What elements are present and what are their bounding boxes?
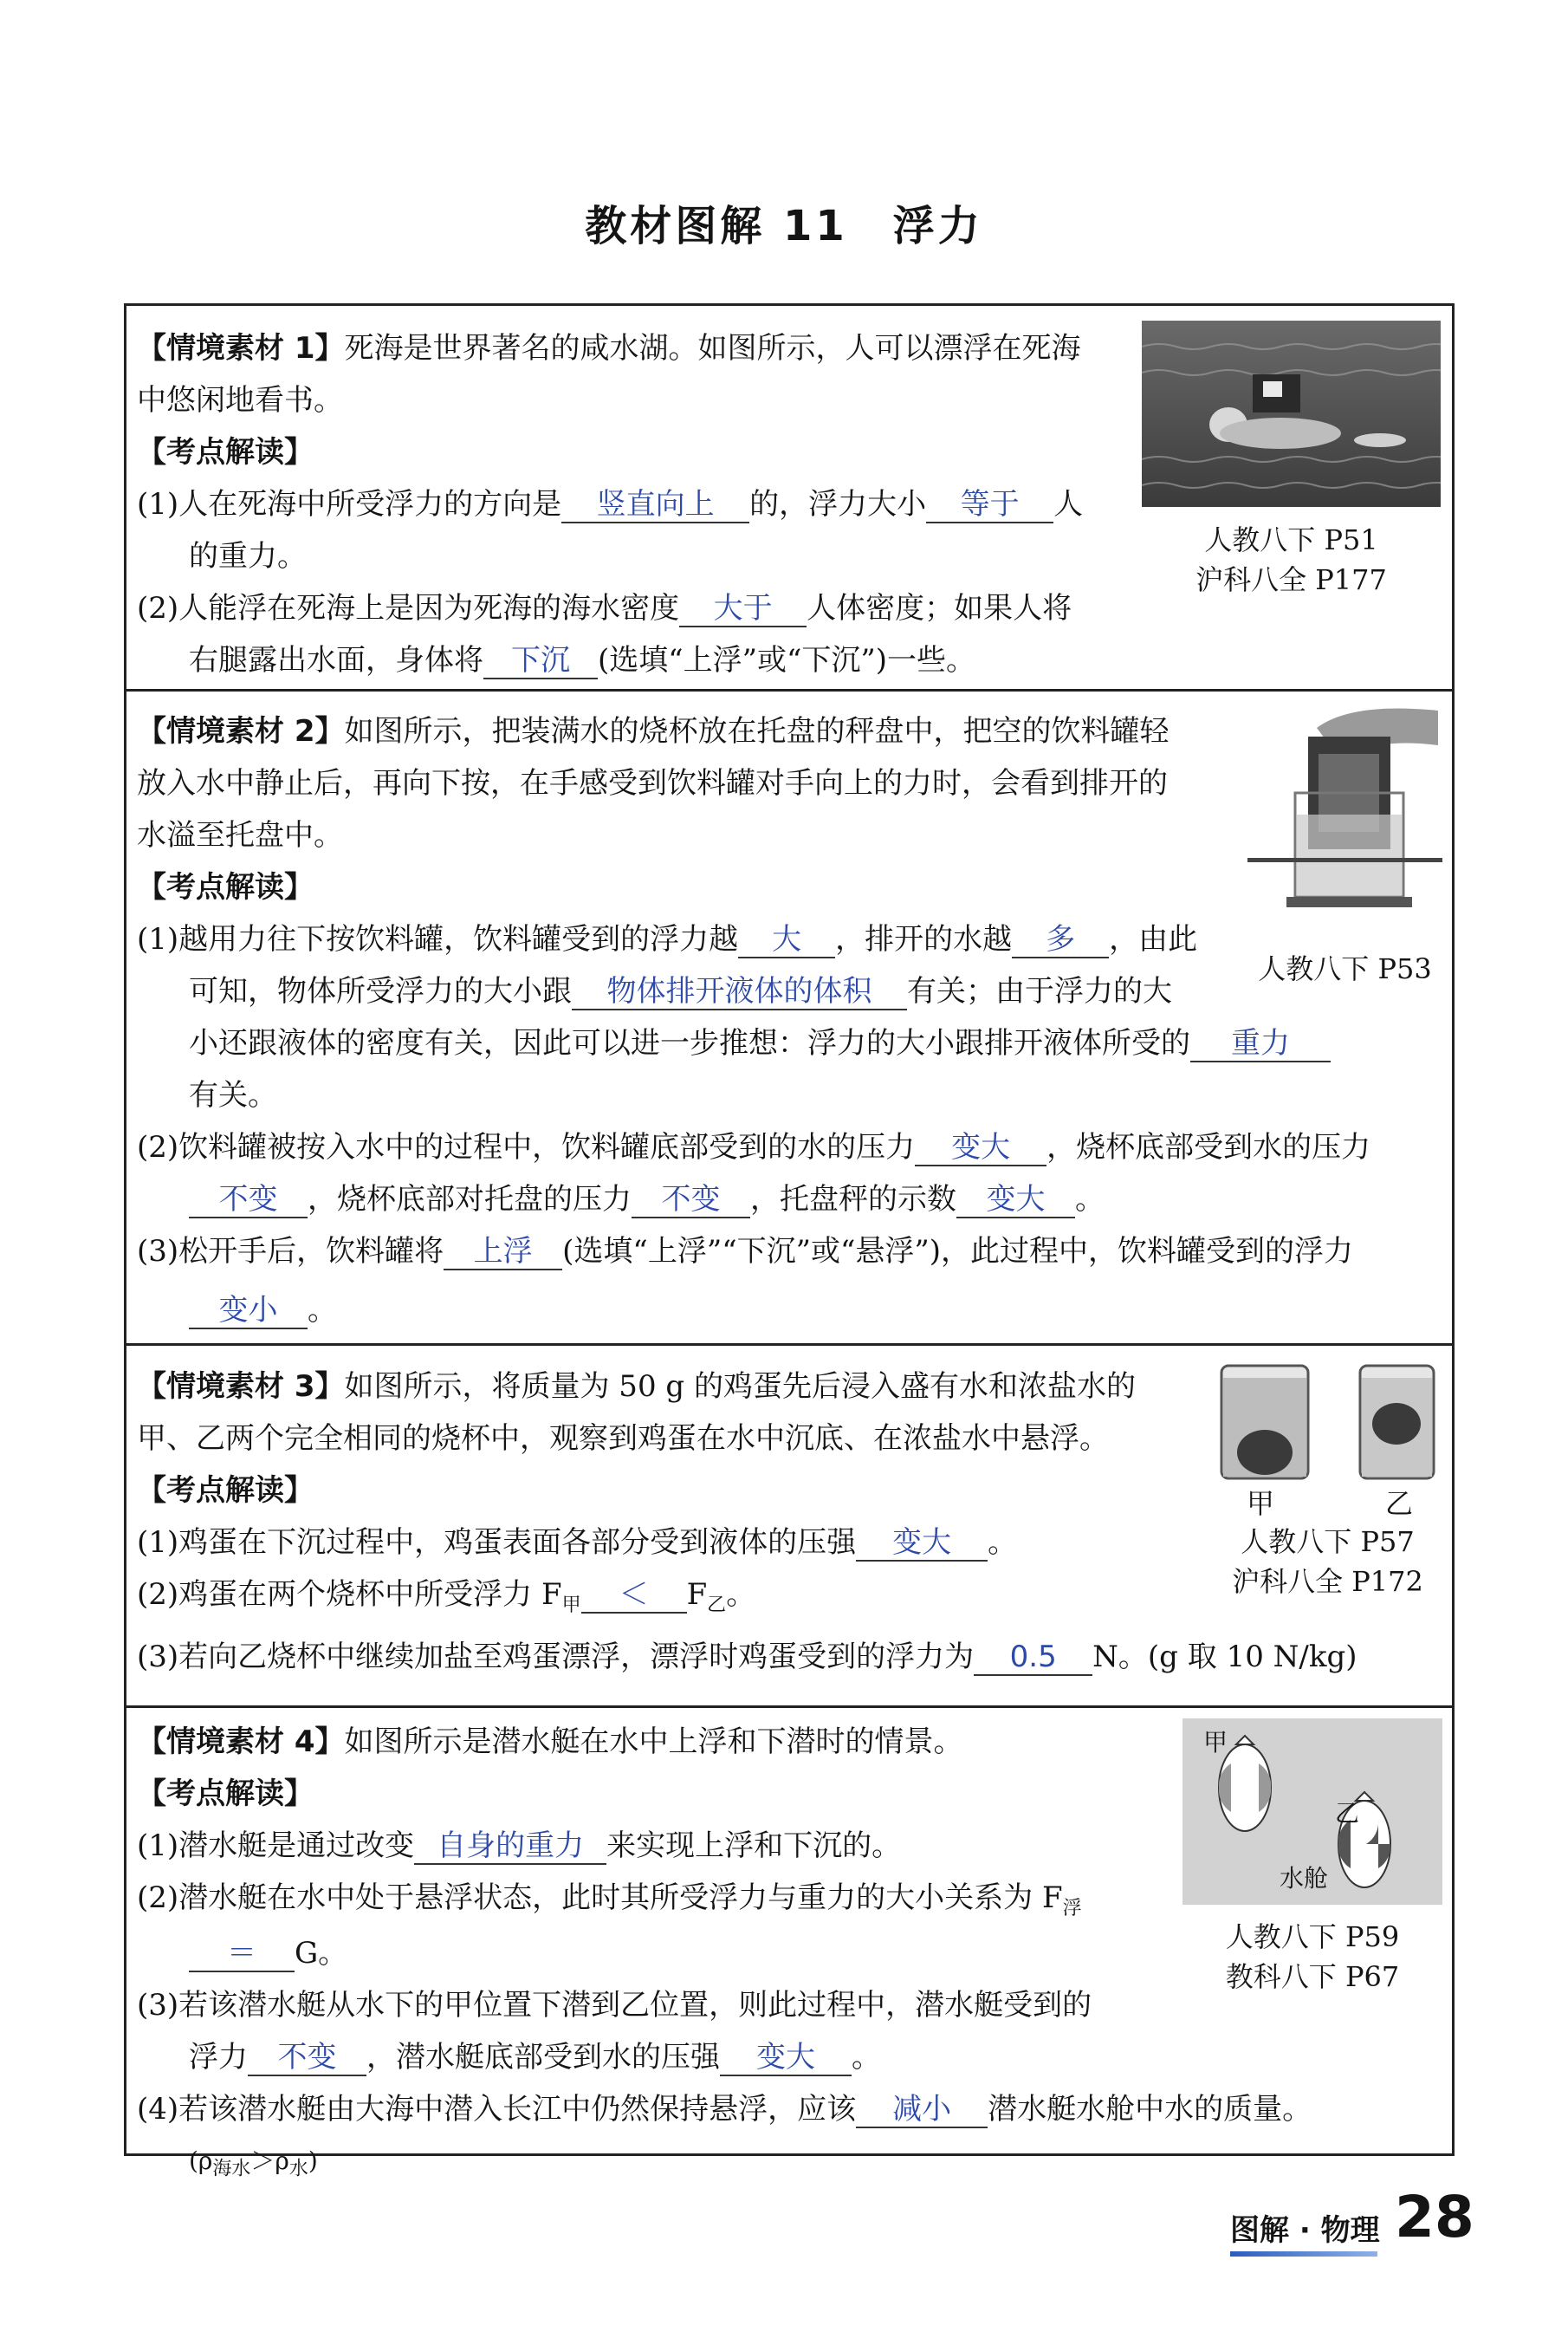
answer-blank: 变小 [189,1293,308,1329]
question-text: (3)若该潜水艇从水下的甲位置下潜到乙位置，则此过程中，潜水艇受到的 [137,1988,1092,2023]
question-text: G。 [295,1936,348,1971]
question-text: (3)松开手后，饮料罐将 [137,1234,444,1269]
question-text: (选填“上浮”“下沉”或“悬浮”)，此过程中，饮料罐受到的浮力 [562,1234,1353,1269]
question-text: F [686,1577,708,1612]
question-text: (ρ [189,2146,213,2175]
subscript: 水 [288,2158,308,2180]
question-text: (2)潜水艇在水中处于悬浮状态，此时其所受浮力与重力的大小关系为 F [137,1880,1063,1915]
intro-text: 放入水中静止后，再向下按，在手感受到饮料罐对手向上的力时，会看到排开的 [137,766,1168,801]
question-text: ，托盘秤的示数 [750,1182,956,1217]
question-text: 来实现上浮和下沉的。 [606,1828,902,1863]
subscript: 浮 [1062,1897,1082,1919]
question-text: ，烧杯底部对托盘的压力 [308,1182,632,1217]
question-text: (1)越用力往下按饮料罐，饮料罐受到的浮力越 [137,922,739,957]
intro-text: 死海是世界著名的咸水湖。如图所示，人可以漂浮在死海 [344,331,1081,366]
question-text: 的重力。 [189,539,307,574]
answer-blank: 变大 [720,2040,852,2076]
intro-text: 如图所示是潜水艇在水中上浮和下潜时的情景。 [344,1724,963,1759]
analysis-heading: 【考点解读】 [137,1776,314,1811]
answer-blank: 物体排开液体的体积 [572,974,907,1010]
question-text: (2)人能浮在死海上是因为死海的海水密度 [137,591,680,626]
section-divider [124,1343,1455,1346]
subscript: 海水 [212,2158,251,2180]
section-divider [124,689,1455,692]
answer-blank: ＜ [581,1577,687,1614]
answer-blank: 0.5 [974,1640,1092,1676]
answer-blank: 不变 [248,2040,366,2076]
answer-blank: 减小 [856,2092,988,2128]
intro-text: 水溢至托盘中。 [137,818,343,853]
answer-blank: 上浮 [444,1234,562,1270]
question-text: (1)潜水艇是通过改变 [137,1828,415,1863]
answer-blank: 变大 [956,1182,1075,1218]
question-text: (3)若向乙烧杯中继续加盐至鸡蛋漂浮，漂浮时鸡蛋受到的浮力为 [137,1640,975,1674]
analysis-heading: 【考点解读】 [137,870,314,905]
question-text: 人体密度；如果人将 [807,591,1072,626]
question-text: 人 [1053,487,1084,522]
question-text: ，潜水艇底部受到水的压强 [366,2040,720,2075]
question-text: 可知，物体所受浮力的大小跟 [189,974,572,1009]
answer-blank: 变大 [915,1130,1046,1166]
answer-blank: 竖直向上 [561,487,749,523]
question-text: (1)人在死海中所受浮力的方向是 [137,487,562,522]
question-text: 。 [726,1577,756,1612]
question-text: ，烧杯底部受到水的压力 [1046,1130,1371,1165]
beaker-can-photo [1247,702,1442,923]
answer-blank: 下沉 [483,643,598,679]
question-text: ＞ρ [250,2146,289,2175]
textbook-reference: 人教八下 P51 [1204,523,1378,556]
page-title: 教材图解 11 浮力 [585,202,983,250]
submarine-label-jia: 甲 [1202,1728,1228,1757]
page-number: 28 [1395,2184,1474,2250]
section-heading: 【情境素材 1】 [137,331,345,366]
footer-label: 图解 · 物理 [1230,2213,1380,2248]
beaker-label-yi: 乙 [1384,1487,1413,1520]
question-text: (1)鸡蛋在下沉过程中，鸡蛋表面各部分受到液体的压强 [137,1525,857,1560]
subscript: 乙 [707,1594,727,1616]
answer-blank: ＝ [189,1936,295,1972]
intro-text: 中悠闲地看书。 [137,383,343,418]
question-text: 。 [1075,1182,1105,1217]
question-text: 的，浮力大小 [749,487,927,522]
question-text: 小还跟液体的密度有关，因此可以进一步推想：浮力的大小跟排开液体所受的 [189,1026,1190,1061]
textbook-reference: 人教八下 P57 [1241,1525,1415,1558]
beaker-label-jia: 甲 [1246,1487,1274,1520]
textbook-reference: 人教八下 P59 [1225,1920,1400,1953]
textbook-reference: 人教八下 P53 [1258,952,1432,985]
question-text: (选填“上浮”或“下沉”)一些。 [598,643,976,678]
question-text: ，由此 [1109,922,1198,957]
section-divider [124,1705,1455,1708]
section-heading: 【情境素材 2】 [137,714,345,749]
answer-blank: 多 [1012,922,1109,958]
textbook-reference: 教科八下 P67 [1225,1960,1400,1993]
question-text: (4)若该潜水艇由大海中潜入长江中仍然保持悬浮，应该 [137,2092,857,2127]
footer-rule [1230,2251,1377,2257]
question-text: 有关。 [189,1078,277,1113]
textbook-reference: 沪科八全 P177 [1195,563,1387,596]
intro-text: 甲、乙两个完全相同的烧杯中，观察到鸡蛋在水中沉底、在浓盐水中悬浮。 [137,1421,1109,1456]
question-text: N。(g 取 10 N/kg) [1092,1640,1357,1674]
question-text: 。 [988,1525,1018,1560]
answer-blank: 不变 [632,1182,750,1218]
question-text: 潜水艇水舱中水的质量。 [988,2092,1312,2127]
intro-text: 如图所示，将质量为 50 g 的鸡蛋先后浸入盛有水和浓盐水的 [344,1369,1136,1404]
answer-blank: 大 [738,922,835,958]
dead-sea-photo [1142,321,1441,507]
question-text: ，排开的水越 [835,922,1013,957]
answer-blank: 自身的重力 [414,1828,606,1865]
answer-blank: 等于 [926,487,1053,523]
analysis-heading: 【考点解读】 [137,1473,314,1508]
answer-blank: 大于 [679,591,807,627]
answer-blank: 变大 [856,1525,988,1562]
question-text: 右腿露出水面，身体将 [189,643,483,678]
answer-blank: 不变 [189,1182,308,1218]
question-text: (2)鸡蛋在两个烧杯中所受浮力 F [137,1577,562,1612]
question-text: 有关；由于浮力的大 [907,974,1172,1009]
section-heading: 【情境素材 4】 [137,1724,345,1759]
answer-blank: 重力 [1190,1026,1331,1062]
question-text: 。 [308,1293,337,1328]
submarine-label-yi: 乙 [1334,1799,1359,1828]
egg-beakers-photo [1213,1359,1442,1484]
textbook-reference: 沪科八全 P172 [1232,1565,1423,1598]
section-heading: 【情境素材 3】 [137,1369,345,1404]
question-text: 浮力 [189,2040,248,2075]
ballast-tank-label: 水舱 [1279,1864,1328,1893]
analysis-heading: 【考点解读】 [137,435,314,470]
subscript: 甲 [561,1594,581,1616]
intro-text: 如图所示，把装满水的烧杯放在托盘的秤盘中，把空的饮料罐轻 [344,714,1170,749]
question-text: ) [308,2146,318,2175]
question-text: 。 [852,2040,881,2075]
question-text: (2)饮料罐被按入水中的过程中，饮料罐底部受到的水的压力 [137,1130,916,1165]
